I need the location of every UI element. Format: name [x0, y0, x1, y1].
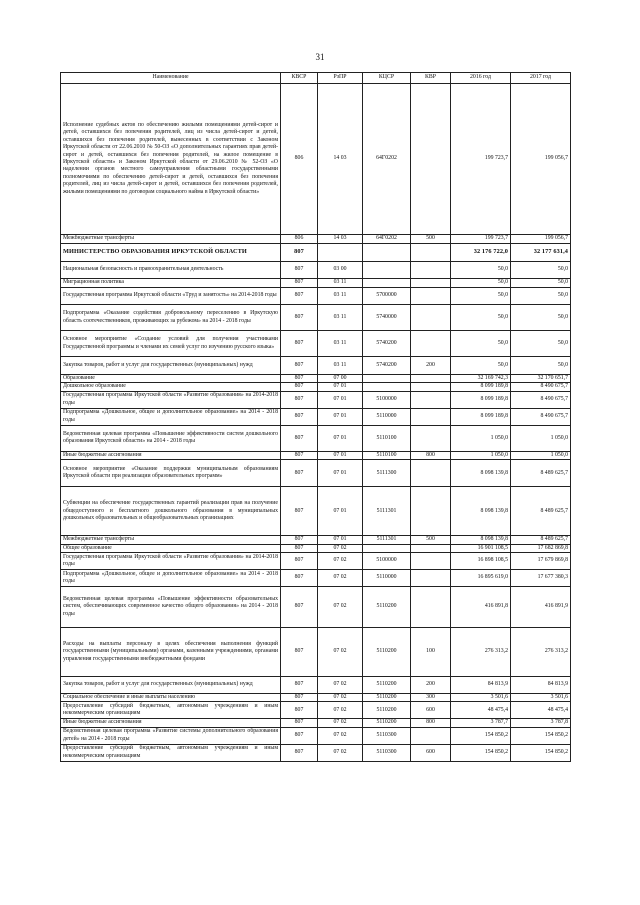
header-kcsr: КЦСР — [363, 73, 411, 84]
table-row — [61, 702, 571, 719]
row-kvr — [411, 570, 451, 587]
row-rzpr: 07 01 — [318, 391, 363, 408]
row-name: Закупка товаров, работ и услуг для государственных (муниципальных) нужд — [61, 677, 281, 694]
row-kvr — [411, 383, 451, 391]
row-rzpr: 07 02 — [318, 587, 363, 628]
header-rzpr: РзПР — [318, 73, 363, 84]
row-kcsr — [363, 244, 411, 262]
row-rzpr: 07 02 — [318, 570, 363, 587]
row-name: Дошкольное образование — [61, 383, 281, 391]
table-row — [61, 694, 571, 702]
row-kcsr: 5110200 — [363, 719, 411, 727]
row-value-2016: 154 850,2 — [451, 744, 511, 761]
row-value-2017: 50,0 — [511, 357, 571, 375]
row-rzpr: 03 11 — [318, 288, 363, 305]
row-value-2017: 8 490 675,7 — [511, 391, 571, 408]
row-kvsr: 807 — [281, 719, 318, 727]
row-value-2017: 8 489 625,7 — [511, 487, 571, 536]
row-value-2016: 50,0 — [451, 279, 511, 288]
table-row — [61, 719, 571, 727]
header-2016: 2016 год — [451, 73, 511, 84]
row-kvr: 500 — [411, 235, 451, 244]
row-value-2017: 1 050,0 — [511, 425, 571, 451]
row-kvsr: 807 — [281, 702, 318, 719]
row-rzpr: 07 02 — [318, 677, 363, 694]
table-row — [61, 460, 571, 487]
row-name: Подпрограмма «Дошкольное, общее и дополнительное образование» на 2014 - 2018 годы — [61, 408, 281, 425]
table-row — [61, 305, 571, 331]
row-kvsr: 807 — [281, 553, 318, 570]
row-value-2017: 416 891,9 — [511, 587, 571, 628]
row-kvr — [411, 487, 451, 536]
row-kvsr: 807 — [281, 694, 318, 702]
table-row — [61, 331, 571, 357]
row-kcsr: 5100000 — [363, 553, 411, 570]
row-kvr — [411, 305, 451, 331]
table-row — [61, 391, 571, 408]
row-value-2017: 48 475,4 — [511, 702, 571, 719]
row-kcsr: 5740000 — [363, 305, 411, 331]
row-name: Государственная программа Иркутской области «Развитие образования» на 2014-2018 годы — [61, 553, 281, 570]
row-kvr — [411, 262, 451, 279]
table-row — [61, 262, 571, 279]
table-row — [61, 744, 571, 761]
row-rzpr: 03 11 — [318, 305, 363, 331]
row-name: Миграционная политика — [61, 279, 281, 288]
row-kvr: 600 — [411, 744, 451, 761]
row-kvr — [411, 288, 451, 305]
row-kvsr: 807 — [281, 262, 318, 279]
row-kvsr: 807 — [281, 408, 318, 425]
table-row — [61, 84, 571, 235]
row-kvsr: 807 — [281, 244, 318, 262]
table-row — [61, 383, 571, 391]
row-rzpr: 07 01 — [318, 536, 363, 544]
row-kvsr: 807 — [281, 331, 318, 357]
row-rzpr: 07 02 — [318, 702, 363, 719]
row-value-2016: 276 313,2 — [451, 628, 511, 677]
row-name: Ведомственная целевая программа «Развитие системы дополнительного образования детей» на 2014 - 2018 годы — [61, 727, 281, 744]
row-name: Предоставление субсидий бюджетным, автономным учреждениям и иным некоммерческим организациям — [61, 744, 281, 761]
table-row — [61, 553, 571, 570]
row-rzpr: 07 02 — [318, 694, 363, 702]
header-2017: 2017 год — [511, 73, 571, 84]
row-kvsr: 807 — [281, 536, 318, 544]
row-rzpr: 07 00 — [318, 375, 363, 383]
row-value-2016: 1 050,0 — [451, 425, 511, 451]
row-value-2017: 50,0 — [511, 262, 571, 279]
header-name: Наименование — [61, 73, 281, 84]
row-rzpr: 07 02 — [318, 744, 363, 761]
row-kvr — [411, 587, 451, 628]
row-kvsr: 807 — [281, 744, 318, 761]
row-name: МИНИСТЕРСТВО ОБРАЗОВАНИЯ ИРКУТСКОЙ ОБЛАСТИ — [61, 244, 281, 262]
row-rzpr: 07 01 — [318, 460, 363, 487]
row-name: Ведомственная целевая программа «Повышение эффективности образовательных систем, обеспечивающих современное качество общего образования» на 2014 - 2018 годы — [61, 587, 281, 628]
row-kvsr: 807 — [281, 451, 318, 459]
row-value-2017: 199 056,7 — [511, 84, 571, 235]
row-kcsr: 5111300 — [363, 460, 411, 487]
row-value-2016: 199 723,7 — [451, 235, 511, 244]
table-row — [61, 357, 571, 375]
row-kvsr: 807 — [281, 460, 318, 487]
row-kvsr: 807 — [281, 383, 318, 391]
row-kvr — [411, 84, 451, 235]
row-value-2016: 416 891,8 — [451, 587, 511, 628]
row-name: Субвенции на обеспечение государственных гарантий реализации прав на получение общедоступного и бесплатного дошкольного образования в муниципальных дошкольных образовательных и общеобразовательных организациях — [61, 487, 281, 536]
row-value-2016: 16 895 619,0 — [451, 570, 511, 587]
row-value-2017: 276 313,2 — [511, 628, 571, 677]
row-name: Ведомственная целевая программа «Повышение эффективности систем дошкольного образования Иркутской области» на 2014 - 2018 годы — [61, 425, 281, 451]
row-kvsr: 807 — [281, 487, 318, 536]
table-row — [61, 375, 571, 383]
row-value-2017: 50,0 — [511, 288, 571, 305]
row-kvr: 300 — [411, 694, 451, 702]
row-value-2016: 50,0 — [451, 331, 511, 357]
row-kcsr: 5110300 — [363, 727, 411, 744]
row-rzpr: 07 02 — [318, 727, 363, 744]
row-kvr: 200 — [411, 357, 451, 375]
row-value-2016: 154 850,2 — [451, 727, 511, 744]
table-row — [61, 570, 571, 587]
row-rzpr: 07 01 — [318, 425, 363, 451]
row-kvr — [411, 727, 451, 744]
row-name: Иные бюджетные ассигнования — [61, 719, 281, 727]
row-value-2016: 8 098 139,8 — [451, 487, 511, 536]
row-kvsr: 807 — [281, 544, 318, 552]
row-kvr — [411, 279, 451, 288]
row-name: Образование — [61, 375, 281, 383]
row-rzpr: 07 02 — [318, 719, 363, 727]
row-name: Расходы на выплаты персоналу в целях обеспечения выполнения функций государственными (муниципальными) органами, казенными учреждениями, органами управления государственными внебюджетными фондами — [61, 628, 281, 677]
row-value-2017: 50,0 — [511, 279, 571, 288]
row-kcsr — [363, 262, 411, 279]
row-kcsr: 5111301 — [363, 487, 411, 536]
row-kcsr: 5110000 — [363, 408, 411, 425]
row-value-2016: 1 050,0 — [451, 451, 511, 459]
row-kvr: 500 — [411, 536, 451, 544]
table-row — [61, 244, 571, 262]
row-value-2017: 3 501,6 — [511, 694, 571, 702]
row-kvsr: 807 — [281, 288, 318, 305]
row-kcsr: 5110200 — [363, 694, 411, 702]
row-name: Государственная программа Иркутской области «Труд и занятость» на 2014-2018 годы — [61, 288, 281, 305]
row-kcsr — [363, 279, 411, 288]
row-value-2017: 50,0 — [511, 305, 571, 331]
table-row — [61, 279, 571, 288]
table-row — [61, 487, 571, 536]
table-row — [61, 425, 571, 451]
row-kvr — [411, 425, 451, 451]
table-row — [61, 536, 571, 544]
row-value-2017: 8 489 625,7 — [511, 460, 571, 487]
row-value-2016: 3 501,6 — [451, 694, 511, 702]
row-name: Предоставление субсидий бюджетным, автономным учреждениям и иным некоммерческим организациям — [61, 702, 281, 719]
row-name: Общее образование — [61, 544, 281, 552]
row-kcsr: 5110100 — [363, 425, 411, 451]
row-kvr — [411, 331, 451, 357]
table-row — [61, 628, 571, 677]
row-rzpr: 07 01 — [318, 408, 363, 425]
row-name: Межбюджетные трансферты — [61, 536, 281, 544]
row-value-2016: 8 099 189,8 — [451, 391, 511, 408]
row-kcsr: 5740200 — [363, 357, 411, 375]
row-value-2016: 50,0 — [451, 288, 511, 305]
header-kvr: КВР — [411, 73, 451, 84]
row-kcsr: 64Г0202 — [363, 235, 411, 244]
row-value-2017: 8 490 675,7 — [511, 408, 571, 425]
table-row — [61, 677, 571, 694]
row-kvr — [411, 375, 451, 383]
table-row — [61, 727, 571, 744]
row-kcsr: 5110000 — [363, 570, 411, 587]
row-kvr: 200 — [411, 677, 451, 694]
table-row — [61, 235, 571, 244]
row-value-2017: 17 677 380,3 — [511, 570, 571, 587]
row-kvr — [411, 408, 451, 425]
row-rzpr: 03 11 — [318, 331, 363, 357]
row-name: Подпрограмма «Дошкольное, общее и дополнительное образование» на 2014 - 2018 годы — [61, 570, 281, 587]
row-value-2017: 8 489 625,7 — [511, 536, 571, 544]
table-body — [61, 84, 571, 762]
row-value-2016: 50,0 — [451, 357, 511, 375]
row-kcsr: 5110200 — [363, 587, 411, 628]
row-kvsr: 807 — [281, 375, 318, 383]
row-kvsr: 807 — [281, 677, 318, 694]
row-kvsr: 806 — [281, 84, 318, 235]
row-value-2016: 8 098 139,8 — [451, 460, 511, 487]
row-kvsr: 807 — [281, 587, 318, 628]
row-kvr: 600 — [411, 702, 451, 719]
row-kcsr: 64Г0202 — [363, 84, 411, 235]
row-kvsr: 807 — [281, 391, 318, 408]
row-rzpr: 03 11 — [318, 357, 363, 375]
row-rzpr — [318, 244, 363, 262]
row-value-2016: 3 787,7 — [451, 719, 511, 727]
row-name: Исполнение судебных актов по обеспечению жилыми помещениями детей-сирот и детей, оставшихся без попечения родителей, лиц из числа детей-сирот и детей, оставшихся без попечения родителей, вынесенных в соответствии с Законом Иркутской области от 22.06.2010 № 50-ОЗ «О дополнительных гарантиях прав детей-сирот и детей, оставшихся без попечения родителей, на жилое помещение в Иркутской области» и Законом Иркутской области от 29.06.2010 № 52-ОЗ «О наделении органов местного самоуправления областными государственными полномочиями по обеспечению детей-сирот и детей, оставшихся без попечения родителей, лиц из числа детей-сирот и детей, оставшихся без попечения родителей, жилыми помещениями по договорам социального найма в Иркутской области» — [61, 84, 281, 235]
row-rzpr: 07 01 — [318, 383, 363, 391]
row-kcsr: 5110200 — [363, 702, 411, 719]
row-value-2016: 32 169 742,3 — [451, 375, 511, 383]
row-kvr: 100 — [411, 628, 451, 677]
row-rzpr: 03 00 — [318, 262, 363, 279]
row-name: Национальная безопасность и правоохранительная деятельность — [61, 262, 281, 279]
row-kvr — [411, 391, 451, 408]
row-kvsr: 807 — [281, 727, 318, 744]
row-name: Социальное обеспечение и иные выплаты населению — [61, 694, 281, 702]
row-kvr — [411, 553, 451, 570]
header-kvsr: КВСР — [281, 73, 318, 84]
row-kcsr: 5110300 — [363, 744, 411, 761]
row-value-2017: 17 679 869,8 — [511, 553, 571, 570]
row-value-2016: 48 475,4 — [451, 702, 511, 719]
row-value-2017: 32 170 651,7 — [511, 375, 571, 383]
row-name: Подпрограмма «Оказание содействия добровольному переселению в Иркутскую область соотечественников, проживающих за рубежом» на 2014 - 2018 годы — [61, 305, 281, 331]
table-row — [61, 408, 571, 425]
row-rzpr: 07 02 — [318, 553, 363, 570]
row-value-2017: 154 850,2 — [511, 744, 571, 761]
row-kcsr: 5111301 — [363, 536, 411, 544]
row-value-2017: 199 056,7 — [511, 235, 571, 244]
row-kvsr: 807 — [281, 570, 318, 587]
row-kvr: 800 — [411, 451, 451, 459]
row-rzpr: 14 03 — [318, 235, 363, 244]
row-rzpr: 07 02 — [318, 544, 363, 552]
row-kvsr: 807 — [281, 305, 318, 331]
row-value-2016: 16 898 108,5 — [451, 553, 511, 570]
row-value-2016: 84 813,9 — [451, 677, 511, 694]
row-rzpr: 14 03 — [318, 84, 363, 235]
table-row — [61, 587, 571, 628]
row-value-2016: 16 901 108,5 — [451, 544, 511, 552]
row-kcsr: 5110200 — [363, 628, 411, 677]
row-kcsr: 5740200 — [363, 331, 411, 357]
row-name: Закупка товаров, работ и услуг для государственных (муниципальных) нужд — [61, 357, 281, 375]
row-value-2017: 32 177 631,4 — [511, 244, 571, 262]
row-value-2016: 8 098 139,8 — [451, 536, 511, 544]
row-value-2017: 50,0 — [511, 331, 571, 357]
page-number: 31 — [315, 52, 325, 62]
row-kvr — [411, 544, 451, 552]
row-value-2017: 17 682 869,8 — [511, 544, 571, 552]
row-value-2016: 8 099 189,8 — [451, 383, 511, 391]
row-name: Основное мероприятие «Создание условий для получения участниками Государственной программы и членами их семей услуг по изучению русского языка» — [61, 331, 281, 357]
row-value-2017: 154 850,2 — [511, 727, 571, 744]
row-rzpr: 07 01 — [318, 451, 363, 459]
row-name: Государственная программа Иркутской области «Развитие образования» на 2014-2018 годы — [61, 391, 281, 408]
row-kcsr: 5700000 — [363, 288, 411, 305]
table-row — [61, 544, 571, 552]
row-rzpr: 03 11 — [318, 279, 363, 288]
table-header-row — [61, 73, 571, 84]
row-name: Основное мероприятие «Оказание поддержки муниципальным образованиям Иркутской области при реализации образовательных программ» — [61, 460, 281, 487]
row-value-2016: 8 099 189,8 — [451, 408, 511, 425]
row-value-2017: 1 050,0 — [511, 451, 571, 459]
budget-table — [60, 72, 571, 762]
row-kvsr: 806 — [281, 235, 318, 244]
row-value-2016: 50,0 — [451, 262, 511, 279]
row-kvsr: 807 — [281, 357, 318, 375]
table-row — [61, 288, 571, 305]
row-kcsr — [363, 383, 411, 391]
row-rzpr: 07 02 — [318, 628, 363, 677]
table-row — [61, 451, 571, 459]
row-value-2016: 50,0 — [451, 305, 511, 331]
row-kvsr: 807 — [281, 425, 318, 451]
row-kvr: 800 — [411, 719, 451, 727]
row-kvr — [411, 244, 451, 262]
row-value-2017: 3 787,8 — [511, 719, 571, 727]
row-name: Межбюджетные трансферты — [61, 235, 281, 244]
row-kvsr: 807 — [281, 279, 318, 288]
row-kcsr: 5110100 — [363, 451, 411, 459]
row-kcsr — [363, 544, 411, 552]
row-kvsr: 807 — [281, 628, 318, 677]
row-kcsr: 5100000 — [363, 391, 411, 408]
row-value-2017: 84 813,9 — [511, 677, 571, 694]
row-kvr — [411, 460, 451, 487]
row-kcsr: 5110200 — [363, 677, 411, 694]
row-value-2016: 32 176 722,0 — [451, 244, 511, 262]
row-name: Иные бюджетные ассигнования — [61, 451, 281, 459]
row-value-2016: 199 723,7 — [451, 84, 511, 235]
row-kcsr — [363, 375, 411, 383]
row-value-2017: 8 490 675,7 — [511, 383, 571, 391]
row-rzpr: 07 01 — [318, 487, 363, 536]
